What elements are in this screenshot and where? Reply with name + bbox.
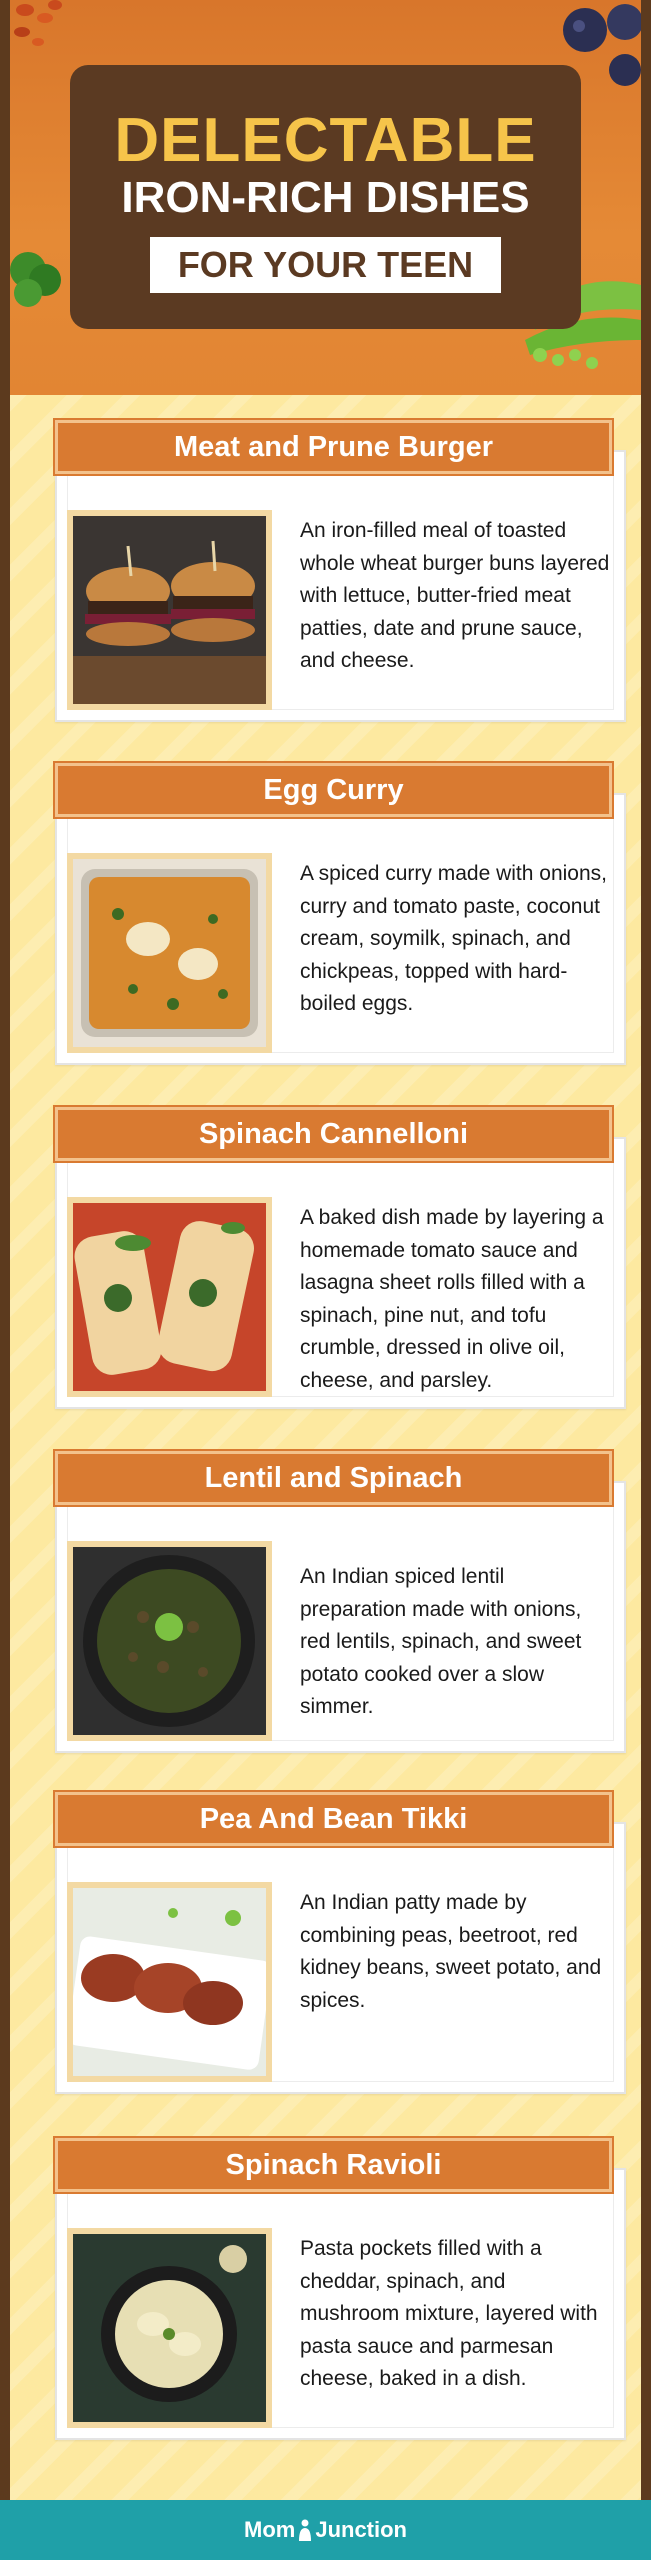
dish-description: An Indian spiced lentil preparation made with onions, red lentils, spinach, and sweet potato cooked over a slow simmer. <box>300 1565 582 1718</box>
dish-title-bar <box>55 763 612 817</box>
egg-curry-photo <box>67 853 272 1053</box>
dish-card <box>55 1792 626 2102</box>
dish-title: Meat and Prune Burger <box>173 430 494 463</box>
dish-description: A spiced curry made with onions, curry and tomato paste, coconut cream, soymilk, spinach, and chickpeas, topped with hard-boiled eggs. <box>300 862 607 1015</box>
title-card <box>70 65 581 329</box>
footer-bar <box>0 2500 651 2560</box>
dish-card <box>55 1107 626 1417</box>
dish-title: Spinach Ravioli <box>225 2148 442 2181</box>
burger-photo <box>67 510 272 710</box>
dish-title-bar <box>55 2138 612 2192</box>
content-area <box>10 395 641 2500</box>
title-line-3: FOR YOUR TEEN <box>177 244 474 285</box>
header-banner <box>10 0 641 395</box>
dish-card <box>55 2138 626 2448</box>
beans-decoration-icon <box>10 0 80 70</box>
logo-text-left: Mom <box>244 2517 296 2542</box>
cannelloni-photo <box>67 1197 272 1397</box>
logo-text-right: Junction <box>315 2517 407 2542</box>
broccoli-decoration-icon <box>10 245 70 325</box>
dish-card <box>55 1451 626 1761</box>
title-line-2: IRON-RICH DISHES <box>121 173 530 222</box>
tikki-photo <box>67 1882 272 2082</box>
momjunction-logo[interactable] <box>244 2517 407 2543</box>
dish-description: A baked dish made by layering a homemade tomato sauce and lasagna sheet rolls filled with a spinach, pine nut, and tofu crumble, dressed in olive oil, cheese, and parsley. <box>300 1206 604 1392</box>
dish-description: An Indian patty made by combining peas, beetroot, red kidney beans, sweet potato, and spices. <box>300 1891 602 2012</box>
ravioli-photo <box>67 2228 272 2428</box>
title-line-3-box <box>150 237 501 293</box>
dish-title: Spinach Cannelloni <box>198 1117 469 1150</box>
dish-description: An iron-filled meal of toasted whole wheat burger buns layered with lettuce, butter-fried meat patties, date and prune sauce, and cheese. <box>300 519 610 672</box>
dish-card <box>55 420 626 730</box>
title-line-1: DELECTABLE <box>114 106 537 175</box>
dish-title: Egg Curry <box>263 773 404 806</box>
dish-title-bar <box>55 1107 612 1161</box>
dish-title: Lentil and Spinach <box>204 1461 463 1494</box>
dish-title-bar <box>55 1451 612 1505</box>
lentil-photo <box>67 1541 272 1741</box>
dish-title-bar <box>55 1792 612 1846</box>
dish-description: Pasta pockets filled with a cheddar, spinach, and mushroom mixture, layered with pasta sauce and parmesan cheese, baked in a dish. <box>300 2237 598 2390</box>
dish-card <box>55 763 626 1073</box>
mother-child-icon <box>297 2519 313 2541</box>
dish-title: Pea And Bean Tikki <box>199 1802 468 1835</box>
dish-title-bar <box>55 420 612 474</box>
